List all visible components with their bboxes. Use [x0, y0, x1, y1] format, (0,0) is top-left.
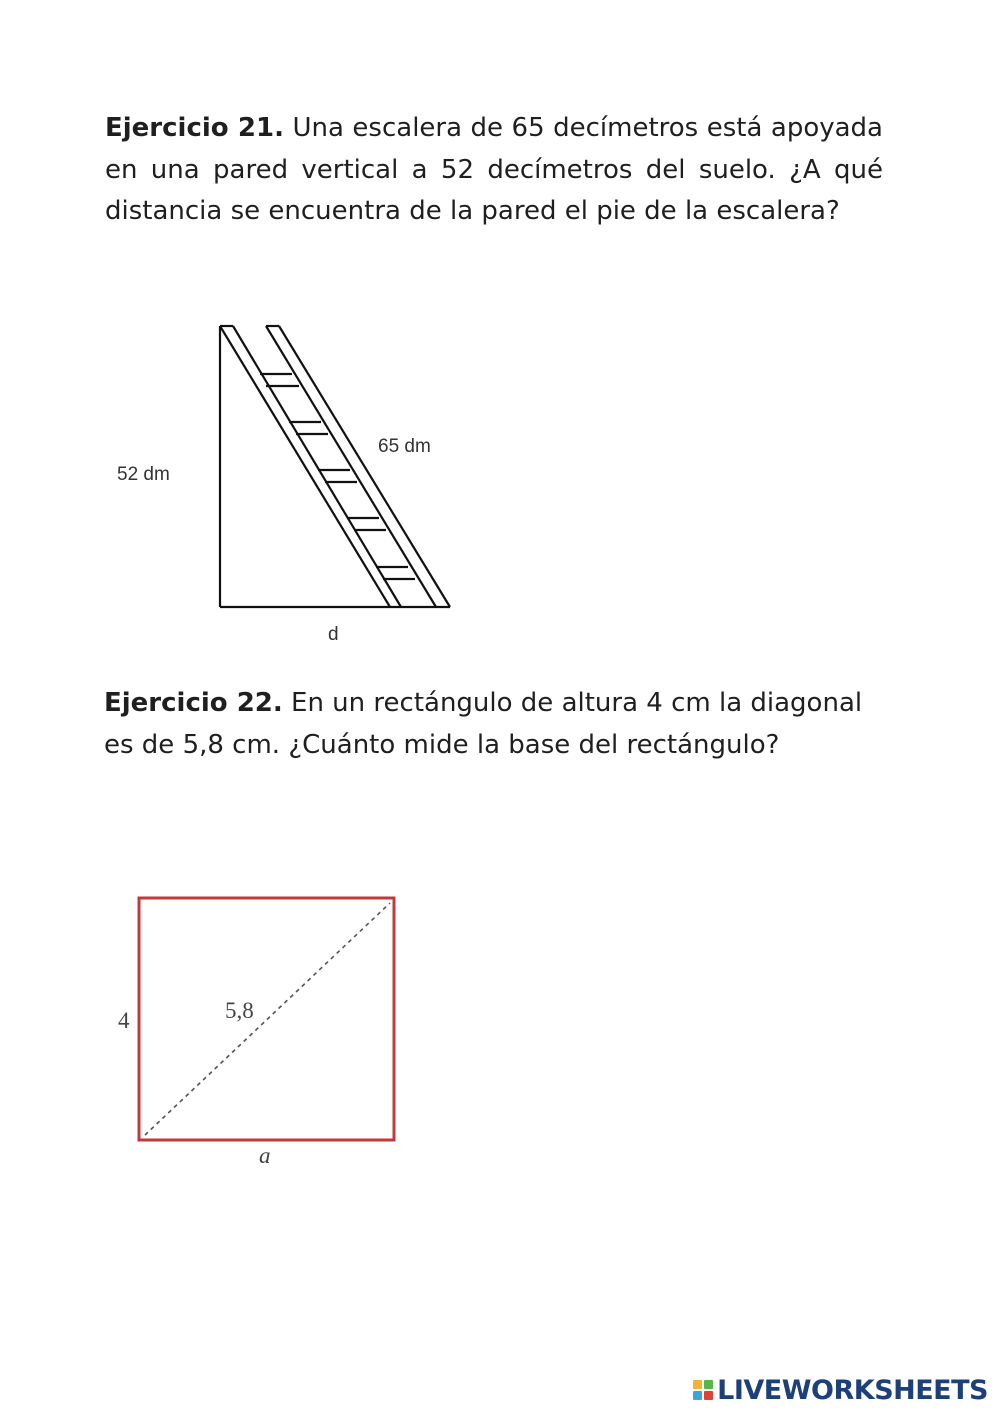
- liveworksheets-logo-icon: [693, 1380, 713, 1400]
- ladder-rail-right-inner: [266, 326, 436, 607]
- exercise-22-statement: En un rectángulo de altura 4 cm la diagonal es de 5,8 cm. ¿Cuánto mide la base del rectángulo?: [104, 688, 863, 760]
- rectangle-shape: [139, 898, 394, 1140]
- liveworksheets-text: LIVEWORKSHEETS: [717, 1374, 988, 1406]
- base-label-d: d: [328, 624, 339, 645]
- exercise-21-title: Ejercicio 21.: [105, 113, 284, 143]
- ladder-label-65dm: 65 dm: [378, 436, 431, 457]
- rectangle-base-label: a: [259, 1143, 271, 1168]
- rectangle-diagonal-label: 5,8: [225, 998, 254, 1023]
- rectangle-diagonal: [145, 903, 390, 1135]
- ladder-rail-left-inner: [233, 326, 401, 607]
- rectangle-height-label: 4: [118, 1008, 130, 1033]
- height-label-52dm: 52 dm: [117, 464, 170, 485]
- exercise-22-title: Ejercicio 22.: [104, 688, 283, 718]
- exercise-21-statement: Una escalera de 65 decímetros está apoyada en una pared vertical a 52 decímetros del suelo. ¿A qué distancia se encuentra de la pared el pie de la escalera?: [105, 113, 883, 226]
- liveworksheets-watermark: [693, 1375, 988, 1405]
- exercise-22-text: [104, 683, 894, 766]
